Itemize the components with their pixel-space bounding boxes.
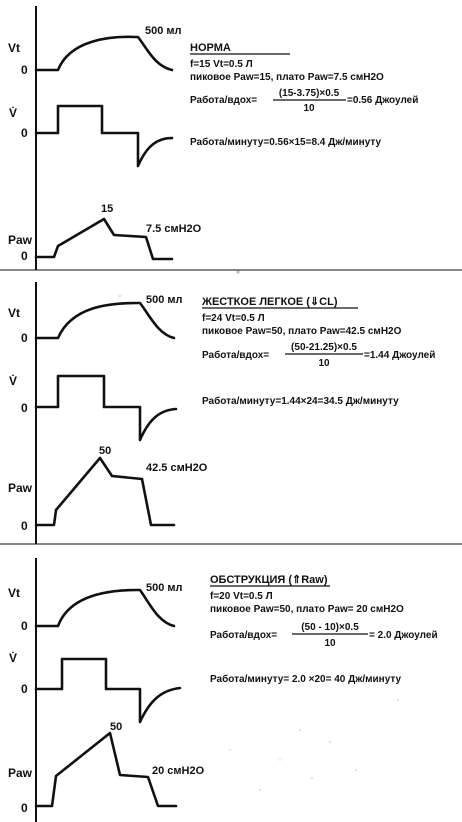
work-breath-numerator: (15-3.75)×0.5	[278, 88, 340, 99]
flow-waveform	[36, 106, 172, 166]
panel-stiff-lung	[8, 282, 435, 544]
flow-zero-label: 0	[21, 401, 28, 415]
pressures-line: пиковое Paw=50, плато Paw= 20 смН2О	[210, 604, 404, 615]
volume-label: 500 мл	[146, 582, 183, 594]
plateau-pressure-label: 7.5 смН2О	[146, 223, 202, 235]
work-breath-denominator: 10	[303, 103, 315, 114]
flow-waveform	[36, 376, 176, 440]
paw-zero-label: 0	[21, 519, 28, 533]
vt-zero-label: 0	[21, 63, 28, 77]
paw-zero-label: 0	[21, 249, 28, 263]
work-breath-prefix: Работа/вдох=	[202, 350, 270, 361]
work-breath-result: = 2.0 Джоулей	[369, 630, 438, 641]
panel-title: НОРМА	[190, 42, 231, 54]
plateau-pressure-label: 20 смН2О	[152, 765, 205, 777]
panel-title: ЖЕСТКОЕ ЛЕГКОЕ (⇓CL)	[202, 296, 338, 308]
params-line: f=20 Vt=0.5 Л	[210, 591, 273, 602]
peak-pressure-label: 50	[110, 721, 123, 733]
flow-label: V̇	[9, 106, 18, 120]
paw-label: Paw	[8, 766, 33, 780]
work-minute-line: Работа/минуту= 2.0 ×20= 40 Дж/минуту	[210, 674, 402, 685]
work-breath-prefix: Работа/вдох=	[190, 95, 258, 106]
work-breath-result: =0.56 Джоулей	[347, 95, 419, 106]
paw-label: Paw	[8, 233, 33, 247]
params-line: f=24 Vt=0.5 Л	[202, 313, 265, 324]
volume-label: 500 мл	[146, 294, 183, 306]
work-minute-line: Работа/минуту=1.44×24=34.5 Дж/минуту	[202, 396, 399, 407]
panel-obstruction	[8, 558, 438, 822]
plateau-pressure-label: 42.5 смН2О	[146, 462, 208, 474]
flow-zero-label: 0	[21, 126, 28, 140]
volume-waveform	[36, 590, 174, 626]
flow-zero-label: 0	[21, 682, 28, 696]
vt-zero-label: 0	[21, 331, 28, 345]
paw-label: Paw	[8, 481, 33, 495]
volume-waveform	[36, 303, 174, 338]
pressures-line: пиковое Paw=15, плато Paw=7.5 смН2О	[190, 72, 384, 83]
vt-label: Vt	[8, 41, 20, 55]
work-breath-denominator: 10	[324, 638, 336, 649]
panel-title: ОБСТРУКЦИЯ (⇑Raw)	[210, 574, 328, 586]
work-breath-numerator: (50-21.25)×0.5	[291, 342, 357, 353]
vt-label: Vt	[8, 306, 20, 320]
flow-label: V̇	[9, 374, 18, 388]
paw-zero-label: 0	[21, 801, 28, 815]
volume-label: 500 мл	[145, 25, 182, 37]
work-breath-numerator: (50 - 10)×0.5	[301, 622, 359, 633]
work-breath-prefix: Работа/вдох=	[210, 630, 278, 641]
flow-waveform	[36, 659, 180, 722]
params-line: f=15 Vt=0.5 Л	[190, 59, 253, 70]
peak-pressure-label: 15	[101, 203, 114, 215]
volume-waveform	[36, 37, 172, 70]
flow-label: V̇	[9, 651, 18, 665]
vt-zero-label: 0	[21, 619, 28, 633]
pressures-line: пиковое Paw=50, плато Paw=42.5 смН2О	[202, 326, 402, 337]
peak-pressure-label: 50	[99, 445, 112, 457]
work-breath-denominator: 10	[318, 358, 330, 369]
vt-label: Vt	[8, 586, 20, 600]
work-minute-line: Работа/минуту=0.56×15=8.4 Дж/минуту	[190, 137, 382, 148]
work-breath-result: =1.44 Джоулей	[364, 350, 436, 361]
panel-norm	[8, 6, 418, 270]
